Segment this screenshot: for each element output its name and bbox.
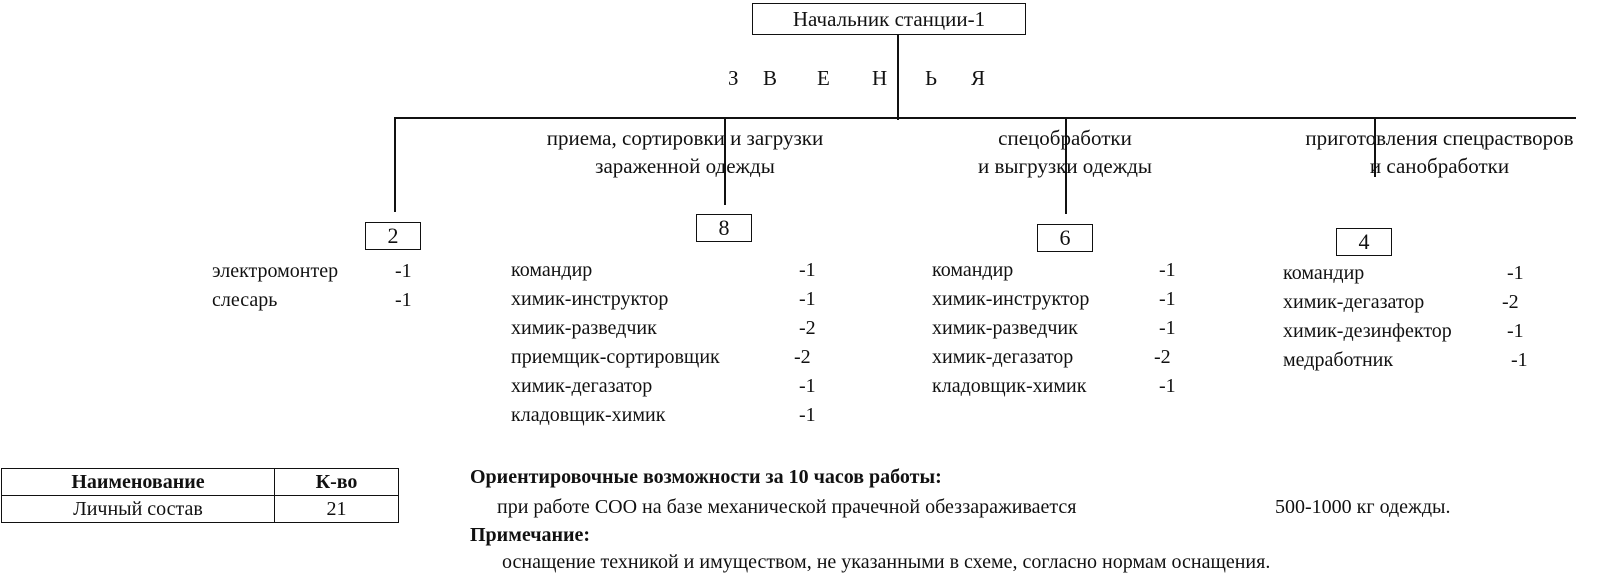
unit-4-title: [1265, 124, 1614, 180]
staff-role: приемщик-сортировщик: [511, 346, 720, 368]
unit-3-count-box: [1037, 224, 1093, 252]
staff-qty: -2: [799, 317, 816, 339]
staff-role: слесарь: [212, 289, 278, 311]
unit-count: 4: [1358, 229, 1370, 254]
unit-title-line: зараженной одежды: [595, 154, 775, 178]
unit-2-title: [500, 124, 870, 180]
staff-role: кладовщик-химик: [932, 375, 1087, 397]
unit-title-line: и санобработки: [1369, 154, 1510, 178]
root-connector: [897, 35, 899, 120]
unit-title-line: и выгрузки одежды: [977, 154, 1153, 178]
staff-role: медработник: [1283, 349, 1394, 371]
section-letter: Ь: [925, 66, 938, 90]
staff-row: [511, 372, 831, 401]
station-chief-label: Начальник станции-1: [792, 6, 986, 31]
station-chief-box: [752, 3, 1026, 35]
staff-qty: -1: [1507, 320, 1524, 342]
staff-row: [932, 343, 1192, 372]
staff-row: [1283, 259, 1563, 288]
unit-1-staff-list: [212, 257, 422, 315]
staff-row: [511, 401, 831, 430]
staff-row: [511, 285, 831, 314]
staff-role: химик-дегазатор: [932, 346, 1074, 368]
unit-1-count-box: [365, 222, 421, 250]
staff-role: командир: [511, 259, 593, 281]
staff-role: командир: [932, 259, 1014, 281]
staff-qty: -1: [799, 288, 816, 310]
staff-qty: -1: [1159, 317, 1176, 339]
staff-qty: -1: [1511, 349, 1528, 371]
staff-row: [932, 285, 1192, 314]
staff-row: [932, 372, 1192, 401]
unit-3-staff-list: [932, 256, 1192, 401]
staff-qty: -1: [1159, 375, 1176, 397]
section-letter: Н: [872, 66, 888, 90]
staff-row: [511, 314, 831, 343]
staff-row: [932, 314, 1192, 343]
unit-title-line: спецобработки: [998, 126, 1132, 150]
horizontal-bus: [394, 117, 1576, 119]
unit-4-staff-list: [1283, 259, 1563, 375]
staff-qty: -1: [799, 375, 816, 397]
table-row: [2, 496, 399, 523]
staff-role: химик-инструктор: [511, 288, 669, 310]
staff-qty: -1: [395, 289, 412, 311]
staff-qty: -1: [799, 259, 816, 281]
staff-qty: -2: [1502, 291, 1519, 313]
table-header-cell: К-во: [275, 469, 399, 496]
unit-3-title: [940, 124, 1190, 180]
section-letter: В: [763, 66, 778, 90]
staff-qty: -1: [1159, 259, 1176, 281]
staff-row: [212, 257, 422, 286]
unit-count: 8: [718, 215, 730, 240]
staff-row: [1283, 288, 1563, 317]
section-letter: Я: [971, 66, 986, 90]
staff-row: [1283, 346, 1563, 375]
remark-text: оснащение техникой и имуществом, не указанными в схеме, согласно нормам оснащения.: [502, 551, 1271, 573]
table-header-row: [2, 469, 399, 496]
capability-value: 500-1000 кг одежды.: [1275, 496, 1451, 518]
section-letter: Е: [817, 66, 830, 90]
unit-4-count-box: [1336, 228, 1392, 256]
staff-row: [511, 256, 831, 285]
staff-role: электромонтер: [212, 260, 339, 282]
table-cell: Личный состав: [2, 496, 275, 523]
staff-role: командир: [1283, 262, 1365, 284]
unit-title-line: приготовления спецрастворов: [1305, 126, 1574, 150]
staff-qty: -1: [799, 404, 816, 426]
personnel-summary-table: [1, 468, 399, 523]
unit-count: 6: [1059, 225, 1071, 250]
staff-qty: -1: [1159, 288, 1176, 310]
staff-qty: -2: [1154, 346, 1171, 368]
staff-qty: -1: [1507, 262, 1524, 284]
staff-row: [511, 343, 831, 372]
staff-role: химик-дегазатор: [1283, 291, 1425, 313]
table-cell: 21: [275, 496, 399, 523]
capability-text: при работе СОО на базе механической прачечной обеззараживается: [497, 496, 1077, 518]
staff-row: [1283, 317, 1563, 346]
staff-row: [212, 286, 422, 315]
staff-qty: -2: [794, 346, 811, 368]
staff-role: кладовщик-химик: [511, 404, 666, 426]
unit-2-count-box: [696, 214, 752, 242]
staff-role: химик-дезинфектор: [1283, 320, 1452, 342]
staff-qty: -1: [395, 260, 412, 282]
capability-heading: Ориентировочные возможности за 10 часов работы:: [470, 466, 942, 488]
staff-role: химик-разведчик: [511, 317, 657, 339]
staff-role: химик-дегазатор: [511, 375, 653, 397]
unit-title-line: приема, сортировки и загрузки: [546, 126, 824, 150]
unit-1-connector: [394, 117, 396, 212]
staff-role: химик-инструктор: [932, 288, 1090, 310]
table-header-cell: Наименование: [2, 469, 275, 496]
unit-2-staff-list: [511, 256, 831, 430]
section-letter: З: [728, 66, 739, 90]
remark-heading: Примечание:: [470, 524, 591, 546]
unit-count: 2: [387, 223, 399, 248]
staff-row: [932, 256, 1192, 285]
staff-role: химик-разведчик: [932, 317, 1078, 339]
